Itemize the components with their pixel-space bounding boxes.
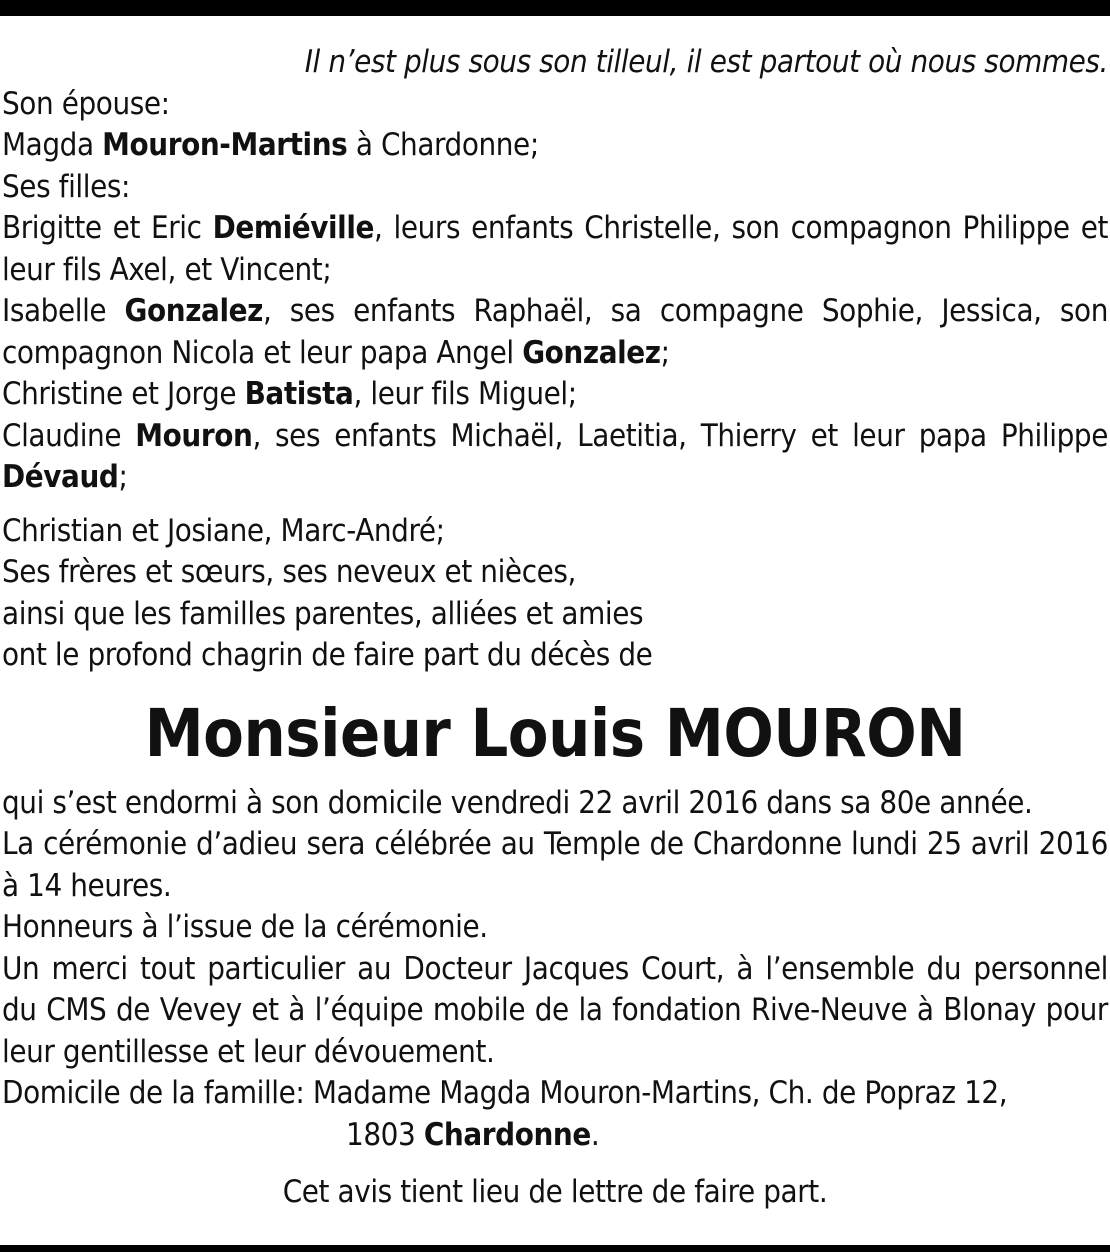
wife-rest: à Chardonne; — [347, 127, 539, 163]
wife-heading: Son épouse: — [2, 85, 170, 122]
daughter1-surname: Demiéville — [212, 210, 375, 246]
daughter1-first: Brigitte et Eric — [2, 210, 213, 246]
domicile-town: Chardonne — [423, 1116, 591, 1153]
honours-line: Honneurs à l’issue de la cérémonie. — [2, 909, 488, 945]
daughter-line-1 — [2, 208, 1108, 291]
top-rule — [0, 0, 1110, 16]
epigraph: Il n’est plus sous son tilleul, il est partout où nous sommes. — [304, 44, 1108, 80]
domicile-postcode: 1803 — [346, 1116, 424, 1153]
daughter2-first: Isabelle — [2, 293, 125, 329]
daughter2-rest: , ses enfants Raphaël, sa compagne Sophie, Jessica, son compagnon Nicola et leur papa Angel — [2, 293, 1108, 371]
domicile-line-2 — [2, 1115, 1108, 1157]
deceased-name: Monsieur Louis MOURON — [144, 694, 966, 772]
domicile-end: . — [590, 1116, 600, 1153]
daughter-line-2 — [2, 291, 1108, 374]
daughter3-rest: , leur fils Miguel; — [353, 376, 577, 412]
closing-note: Cet avis tient lieu de lettre de faire part. — [282, 1174, 828, 1210]
daughter2-surname-2: Gonzalez — [522, 334, 661, 371]
daughter-line-3 — [2, 374, 1108, 416]
obituary-notice — [2, 42, 1108, 1214]
wife-line — [2, 125, 1108, 167]
daughter3-surname: Batista — [244, 376, 354, 412]
wife-surname: Mouron-Martins — [102, 127, 348, 163]
wife-first-name: Magda — [2, 127, 103, 163]
daughter4-end: ; — [118, 459, 128, 495]
daughter4-first: Claudine — [2, 417, 136, 454]
daughter2-surname: Gonzalez — [124, 293, 263, 329]
other-family-2: Ses frères et sœurs, ses neveux et nièces, — [2, 554, 576, 590]
thanks-paragraph: Un merci tout particulier au Docteur Jacques Court, à l’ensemble du personnel du CMS de Vevey et à l’équipe mobile de la fondation Rive-Neuve à Blonay pour leur gentillesse et leur dévouement. — [2, 950, 1108, 1070]
daughters-heading: Ses filles: — [2, 168, 131, 205]
daughter4-rest: , ses enfants Michaël, Laetitia, Thierry et leur papa Philippe — [252, 417, 1108, 454]
other-family-3: ainsi que les familles parentes, alliées et amies — [2, 595, 644, 632]
other-family-1: Christian et Josiane, Marc-André; — [2, 512, 445, 549]
daughter1-rest: , leurs enfants Christelle, son compagnon Philippe et leur fils Axel, et Vincent; — [2, 210, 1109, 288]
death-details: qui s’est endormi à son domicile vendredi 22 avril 2016 dans sa 80e année. — [2, 784, 1033, 821]
domicile-line-1: Domicile de la famille: Madame Magda Mouron-Martins, Ch. de Popraz 12, — [2, 1075, 1008, 1111]
daughter3-first: Christine et Jorge — [2, 376, 245, 412]
ceremony-details: La cérémonie d’adieu sera célébrée au Temple de Chardonne lundi 25 avril 2016 à 14 heures. — [2, 826, 1108, 904]
daughter2-end: ; — [660, 334, 670, 371]
daughter-line-4 — [2, 416, 1108, 499]
announcement-line: ont le profond chagrin de faire part du décès de — [2, 637, 653, 673]
spacer — [2, 499, 1108, 511]
bottom-rule — [0, 1245, 1110, 1252]
daughter4-surname-2: Dévaud — [2, 459, 119, 495]
daughter4-surname: Mouron — [135, 417, 253, 454]
